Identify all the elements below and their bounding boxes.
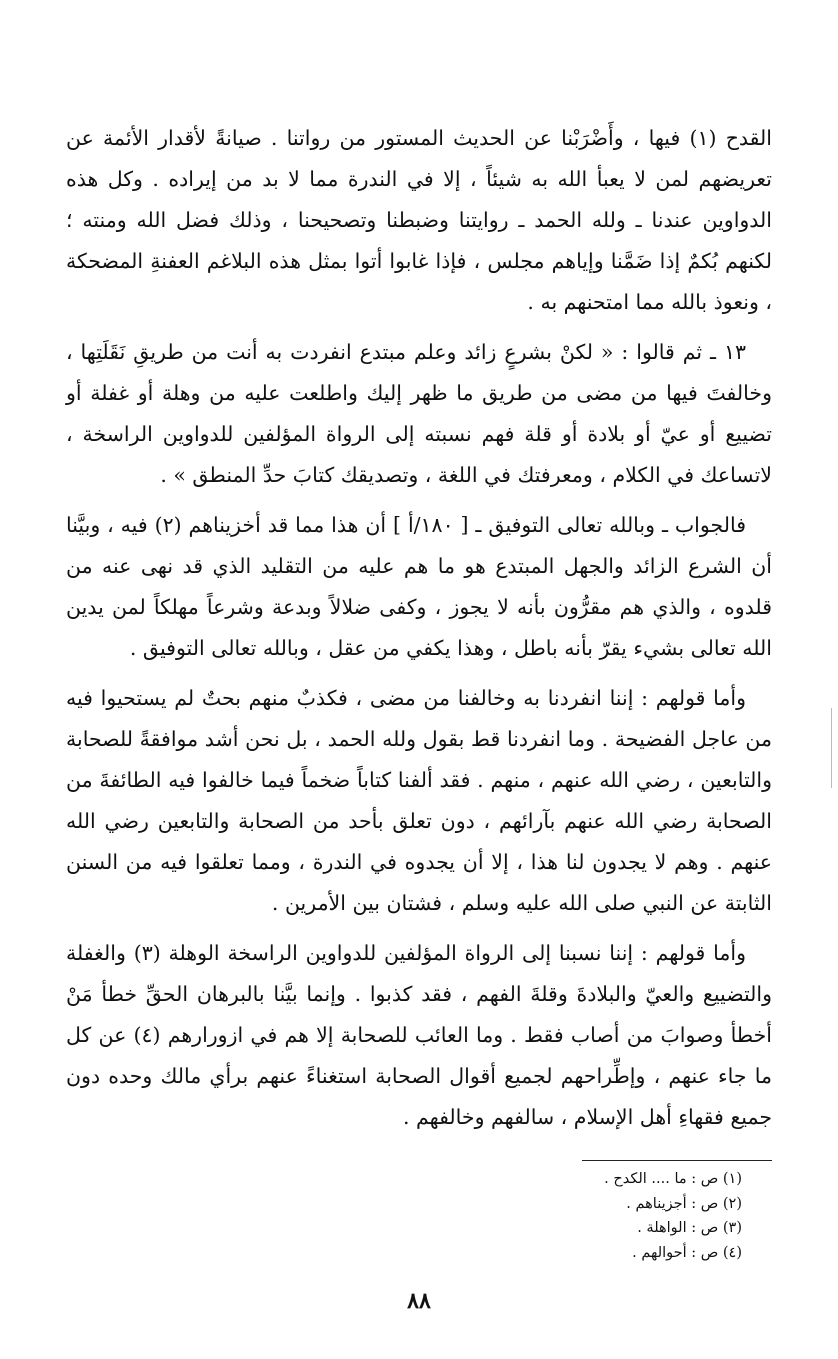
paragraph-2: ١٣ ـ ثم قالوا : « لكنْ بشرعٍ زائد وعلم مبتدع انفردت به أنت من طريقِ نَقَلَتِها ، وخالفتَ فيها من مضى من طريق ما ظهر إليك واطلعت عليه من وهلة أو غفلة أو تضييع أو عيّ أو بلادة أو قلة فهم نسبته إلى الرواة المؤلفين للدواوين الراسخة ، لاتساعك في الكلام ، ومعرفتك في اللغة ، وتصديقك كتابَ حدِّ المنطق » . (66, 340, 772, 487)
footnote-1: (١) ص : ما .... الكدح . (604, 1171, 742, 1187)
paragraph-1: القدح (١) فيها ، وأَضْرَبْنا عن الحديث المستور من رواتنا . صيانةً لأقدار الأئمة عن تعريضهم لمن لا يعبأ الله به شيئاً ، إلا في الندرة مما لا بد من إيراده . وكل هذه الدواوين عندنا ـ ولله الحمد ـ روايتنا وضبطنا وتصحيحنا ، وذلك فضل الله ومنته ؛ لكنهم بُكمٌ إذا ضَمَّنا وإياهم مجلس ، فإذا غابوا أتوا بمثل هذه البلاغم العفنةِ المضحكة ، ونعوذ بالله مما امتحنهم به . (66, 126, 772, 314)
page-body (66, 118, 772, 1265)
paragraph-5: وأما قولهم : إننا نسبنا إلى الرواة المؤلفين للدواوين الراسخة الوهلة (٣) والغفلة والتضييع والعيّ والبلادةَ وقلةَ الفهم ، فقد كذبوا . وإنما بيَّنا بالبرهان الحقِّ خطأ مَنْ أخطأ وصوابَ من أصاب فقط . وما العائب للصحابة إلا هم في ازورارهم (٤) عن كل ما جاء عنهم ، وإطِّراحهم لجميع أقوال الصحابة استغناءً عنهم برأي مالك وحده دون جميع فقهاءِ أهل الإسلام ، سالفهم وخالفهم . (66, 941, 772, 1129)
footnotes-list (66, 1167, 772, 1265)
footnote-3: (٣) ص : الواهلة . (637, 1220, 742, 1236)
footnote-divider (582, 1160, 772, 1161)
page-number: ٨٨ (407, 1288, 431, 1314)
paragraph-3: فالجواب ـ وبالله تعالى التوفيق ـ [ ١٨٠/أ ] أن هذا مما قد أخزيناهم (٢) فيه ، وبيَّنا أن الشرع الزائد والجهل المبتدع هو ما هم عليه من التقليد الذي قد نهى عنه من قلدوه ، والذي هم مقرُّون بأنه لا يجوز ، وكفى ضلالاً وبدعة وشرعاً مهلكاً لمن يدين الله تعالى بشيء يقرّ بأنه باطل ، وهذا يكفي من عقل ، وبالله تعالى التوفيق . (66, 513, 772, 660)
scan-edge-line (831, 708, 832, 788)
footnote-4: (٤) ص : أحوالهم . (632, 1244, 742, 1261)
footnote-2: (٢) ص : أجزيناهم . (626, 1195, 742, 1212)
paragraph-4: وأما قولهم : إننا انفردنا به وخالفنا من مضى ، فكذبٌ منهم بحتٌ لم يستحيوا فيه من عاجل الفضيحة . وما انفردنا قط بقول ولله الحمد ، بل نحن أشد موافقةً للصحابة والتابعين ، رضي الله عنهم ، منهم . فقد ألفنا كتاباً ضخماً فيما خالفوا فيه الطائفةَ من الصحابة رضي الله عنهم بآرائهم ، دون تعلق بأحد من الصحابة والتابعين رضي الله عنهم . وهم لا يجدون لنا هذا ، إلا أن يجدوه في الندرة ، ومما تعلقوا فيه من السنن الثابتة عن النبي صلى الله عليه وسلم ، فشتان بين الأمرين . (66, 686, 772, 915)
